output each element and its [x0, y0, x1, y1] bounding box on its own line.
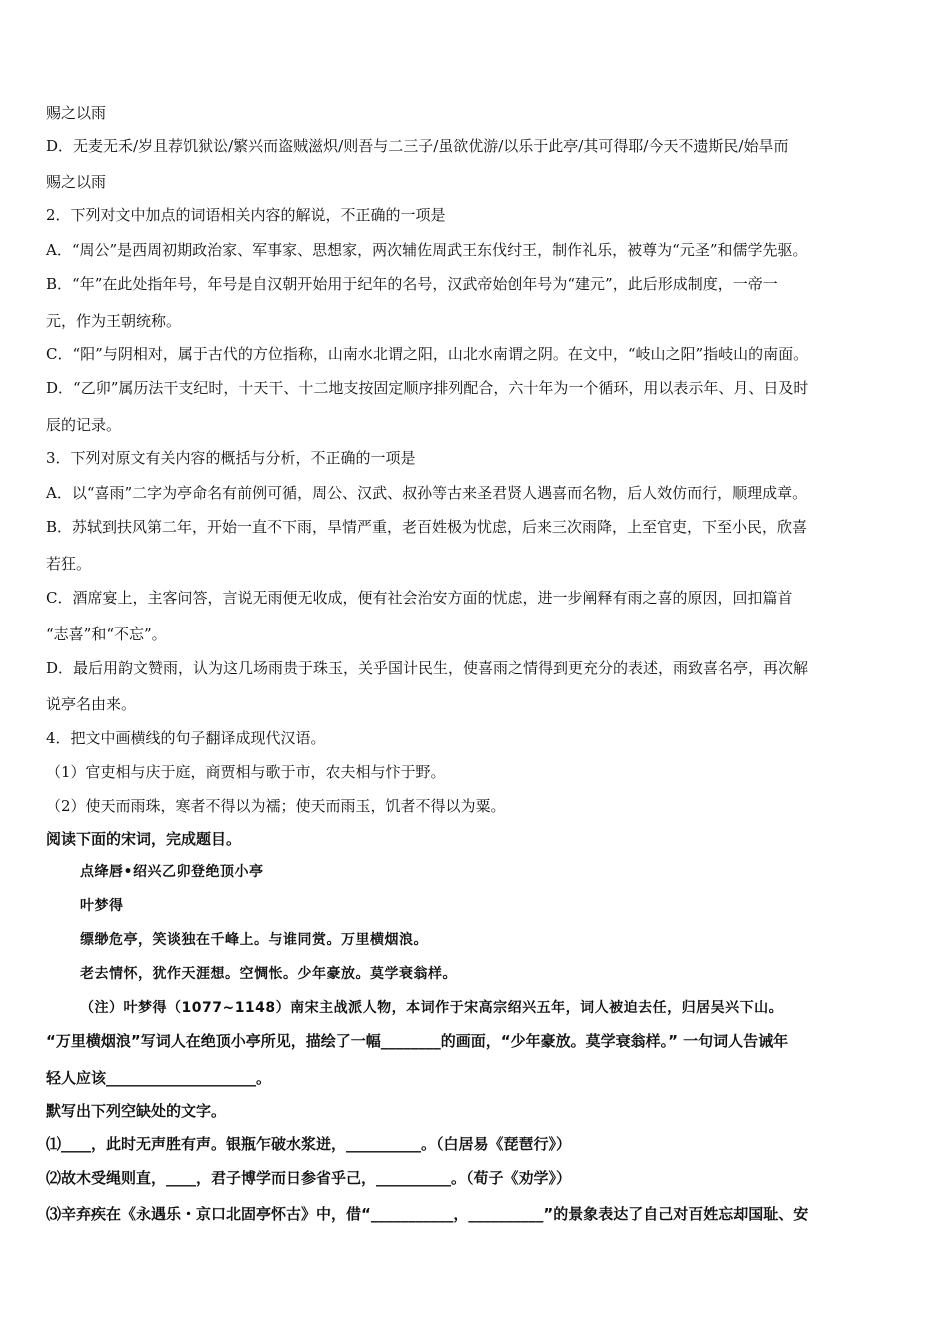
dictation-heading: 默写出下列空缺处的文字。	[46, 1102, 227, 1120]
q3-option-a: A．以“喜雨”二字为亭命名有前例可循，周公、汉武、叔孙等古来圣君贤人遇喜而名物，后人效仿而行，顺理成章。	[46, 484, 808, 502]
question-2-stem: 2．下列对文中加点的词语相关内容的解说，不正确的一项是	[46, 206, 446, 224]
poem-note: （注）叶梦得（1077~1148）南宋主战派人物，本词作于宋高宗绍兴五年，词人被迫去任，归居吴兴下山。	[80, 1000, 784, 1016]
poem-question-line2: 轻人应该____________________。	[46, 1069, 272, 1087]
q2-option-b-line2: 元，作为王朝统称。	[46, 312, 182, 330]
poem-title: 点绛唇•绍兴乙卯登绝顶小亭	[80, 864, 264, 880]
question-4-stem: 4．把文中画横线的句子翻译成现代汉语。	[46, 729, 326, 747]
dictation-item-3: ⑶辛弃疾在《永遇乐・京口北固亭怀古》中，借“___________，__________”的景象表达了自己对百姓忘却国耻、安	[46, 1205, 809, 1223]
option-c-continuation: 赐之以雨	[46, 104, 107, 122]
poem-author: 叶梦得	[80, 898, 124, 914]
dictation-item-1: ⑴____，此时无声胜有声。银瓶乍破水浆迸，__________。（白居易《琵琶行》）	[46, 1135, 572, 1153]
section-heading-song-ci: 阅读下面的宋词，完成题目。	[46, 830, 242, 848]
q3-option-d-line1: D．最后用韵文赞雨，认为这几场雨贵于珠玉，关乎国计民生，使喜雨之情得到更充分的表述，雨致喜名亭，再次解	[46, 659, 809, 677]
poem-question-line1: “万里横烟浪”写词人在绝顶小亭所见，描绘了一幅________的画面，“少年豪放。莫学衰翁样。” 一句词人告诫年	[46, 1032, 789, 1050]
option-d-line1: D．无麦无禾/岁且荐饥狱讼/繁兴而盗贼滋炽/则吾与二三子/虽欲优游/以乐于此亭/其可得耶/今天不遗斯民/始旱而	[46, 137, 789, 155]
poem-line-1: 缥缈危亭，笑谈独在千峰上。与谁同赏。万里横烟浪。	[80, 932, 428, 948]
q3-option-d-line2: 说亭名由来。	[46, 695, 137, 713]
q3-option-c-line1: C．酒席宴上，主客问答，言说无雨便无收成，便有社会治安方面的忧虑，进一步阐释有雨之喜的原因，回扣篇首	[46, 589, 793, 607]
q3-option-b-line2: 若狂。	[46, 555, 92, 573]
q2-option-c: C．“阳”与阴相对，属于古代的方位指称，山南水北谓之阳，山北水南谓之阴。在文中，“岐山之阳”指岐山的南面。	[46, 345, 809, 363]
q2-option-d-line2: 辰的记录。	[46, 416, 122, 434]
q3-option-c-line2: “志喜”和“不忘”。	[46, 625, 167, 643]
q3-option-b-line1: B．苏轼到扶风第二年，开始一直不下雨，旱情严重，老百姓极为忧虑，后来三次雨降，上至官吏，下至小民，欣喜	[46, 518, 808, 536]
q2-option-a: A．“周公”是西周初期政治家、军事家、思想家，两次辅佐周武王东伐纣王，制作礼乐，被尊为“元圣”和儒学先驱。	[46, 241, 808, 259]
question-3-stem: 3．下列对原文有关内容的概括与分析，不正确的一项是	[46, 449, 416, 467]
option-d-line2: 赐之以雨	[46, 173, 107, 191]
q4-sentence-2: （2）使天而雨珠，寒者不得以为襦；使天而雨玉，饥者不得以为粟。	[46, 797, 506, 815]
q4-sentence-1: （1）官吏相与庆于庭，商贾相与歌于市，农夫相与忭于野。	[46, 763, 446, 781]
poem-line-2: 老去情怀，犹作天涯想。空惆怅。少年豪放。莫学衰翁样。	[80, 966, 457, 982]
q2-option-d-line1: D．“乙卯”属历法干支纪时，十天干、十二地支按固定顺序排列配合，六十年为一个循环，用以表示年、月、日及时	[46, 379, 809, 397]
dictation-item-2: ⑵故木受绳则直，____，君子博学而日参省乎己，__________。（荀子《劝学》）	[46, 1169, 572, 1187]
q2-option-b-line1: B．“年”在此处指年号，年号是自汉朝开始用于纪年的名号，汉武帝始创年号为“建元”，此后形成制度，一帝一	[46, 275, 778, 293]
